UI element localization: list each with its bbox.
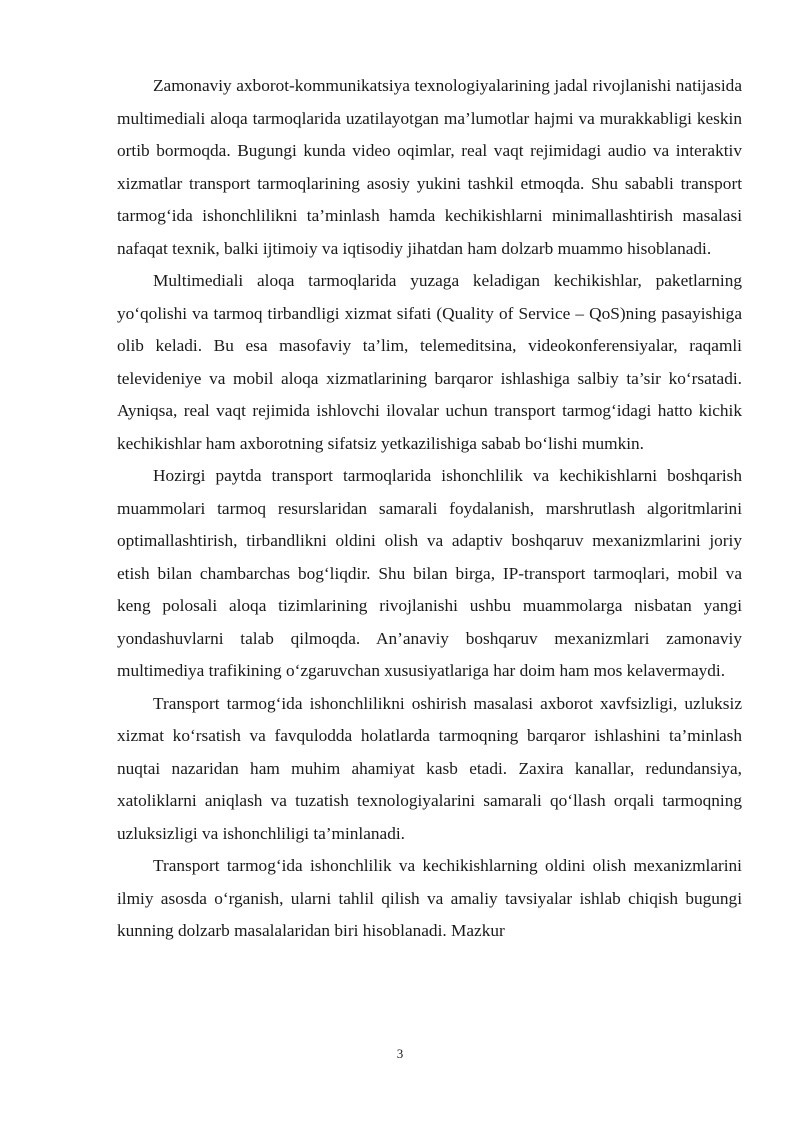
paragraph-research-relevance: Transport tarmog‘ida ishonchlilik va kechikishlarning oldini olish mexanizmlarini ilmiy asosda o‘rganish, ularni tahlil qilish va amaliy tavsiyalar ishlab chiqish bugungi kunning dolzarb masalalaridan biri hisoblanadi. Mazkur bbox=[117, 856, 742, 940]
paragraph-intro: Zamonaviy axborot-kommunikatsiya texnologiyalarining jadal rivojlanishi natijasida multimediali aloqa tarmoqlarida uzatilayotgan ma’lumotlar hajmi va murakkabligi keskin ortib bormoqda. Bugungi kunda video oqimlar, real vaqt rejimidagi audio va interaktiv xizmatlar transport tarmoqlarining asosiy yukini tashkil etmoqda. Shu sababli transport tarmog‘ida ishonchlilikni ta’minlash hamda kechikishlarni minimallashtirish masalasi nafaqat texnik, balki ijtimoiy va iqtisodiy jihatdan ham dolzarb muammo hisoblanadi. bbox=[117, 76, 742, 258]
paragraph-current-problems: Hozirgi paytda transport tarmoqlarida ishonchlilik va kechikishlarni boshqarish muammolari tarmoq resurslaridan samarali foydalanish, marshrutlash algoritmlarini optimallashtirish, tirbandlikni oldini olish va adaptiv boshqaruv mexanizmlarini joriy etish bilan chambarchas bog‘liqdir. Shu bilan birga, IP-transport tarmoqlari, mobil va keng polosali aloqa tizimlarining rivojlanishi ushbu muammolarga nisbatan yangi yondashuvlarni talab qilmoqda. An’anaviy boshqaruv mexanizmlari zamonaviy multimediya trafikining o‘zgaruvchan xususiyatlariga har doim ham mos kelavermaydi. bbox=[117, 466, 742, 680]
page-number: 3 bbox=[396, 1046, 404, 1061]
document-body bbox=[117, 70, 742, 948]
paragraph-reliability: Transport tarmog‘ida ishonchlilikni oshirish masalasi axborot xavfsizligi, uzluksiz xizmat ko‘rsatish va favqulodda holatlarda tarmoqning barqaror ishlashini ta’minlash nuqtai nazaridan ham muhim ahamiyat kasb etadi. Zaxira kanallar, redundansiya, xatoliklarni aniqlash va tuzatish texnologiyalarini samarali qo‘llash orqali tarmoqning uzluksizligi va ishonchliligi ta’minlanadi. bbox=[117, 693, 742, 843]
paragraph-qos: Multimediali aloqa tarmoqlarida yuzaga keladigan kechikishlar, paketlarning yo‘qolishi va tarmoq tirbandligi xizmat sifati (Quality of Service – QoS)ning pasayishiga olib keladi. Bu esa masofaviy ta’lim, telemeditsina, videokonferensiyalar, raqamli televideniye va mobil aloqa xizmatlarining barqaror ishlashiga salbiy ta’sir ko‘rsatadi. Ayniqsa, real vaqt rejimida ishlovchi ilovalar uchun transport tarmog‘idagi hatto kichik kechikishlar ham axborotning sifatsiz yetkazilishiga sabab bo‘lishi mumkin. bbox=[117, 271, 742, 453]
